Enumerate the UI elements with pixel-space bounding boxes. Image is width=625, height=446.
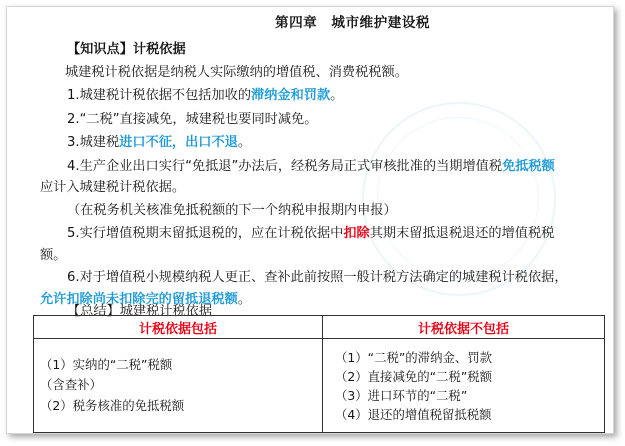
summary-label: 【总结】城建税计税依据 xyxy=(67,304,213,319)
point-3-highlight: 进口不征，出口不退 xyxy=(119,135,238,150)
header-included: 计税依据包括 xyxy=(34,316,323,339)
excluded-item: （4）退还的增值税留抵税额 xyxy=(335,406,492,422)
intro-text: 城建税计税依据是纳税人实际缴纳的增值税、消费税税额。 xyxy=(65,65,408,80)
point-1 xyxy=(67,87,343,105)
point-1-end: 。 xyxy=(330,88,344,103)
excluded-item: （3）进口环节的“二税” xyxy=(335,387,468,403)
table-header-row xyxy=(34,316,605,339)
document-page xyxy=(6,6,614,434)
point-4-note: （在税务机关核准免抵税额的下一个纳税申报期内申报） xyxy=(67,203,397,218)
watermark-circle-inner xyxy=(377,117,539,279)
point-6-highlight: 允许扣除尚未扣除完的留抵退税额 xyxy=(40,292,238,307)
point-3-text: 3.城建税 xyxy=(67,135,120,150)
header-excluded: 计税依据不包括 xyxy=(323,316,605,339)
point-5 xyxy=(67,225,554,243)
excluded-cell xyxy=(323,339,605,433)
excluded-item: （2）直接减免的“二税”税额 xyxy=(335,368,493,384)
point-6-end: 。 xyxy=(237,292,251,307)
point-1-highlight: 滞纳金和罚款 xyxy=(251,88,331,103)
point-4-line-2: 应计入城建税计税依据。 xyxy=(40,180,186,195)
point-5-text: 5.实行增值税期末留抵退税的，应在计税依据中 xyxy=(67,226,344,241)
included-item: （含查补） xyxy=(40,377,102,393)
point-3-end: 。 xyxy=(237,135,252,150)
point-1-text: 1.城建税计税依据不包括加收的 xyxy=(67,88,252,103)
summary-table xyxy=(33,315,605,433)
page-title: 第四章 城市维护建设税 xyxy=(275,15,431,31)
point-5-highlight: 扣除 xyxy=(343,226,370,241)
included-cell xyxy=(34,339,323,433)
point-2: 2.“二税”直接减免，城建税也要同时减免。 xyxy=(67,112,318,127)
excluded-item: （1）“二税”的滞纳金、罚款 xyxy=(335,349,493,365)
point-3 xyxy=(67,134,251,152)
included-item: （1）实纳的“二税”税额 xyxy=(40,356,173,372)
included-item: （2）税务核准的免抵税额 xyxy=(40,397,185,413)
section-heading: 【知识点】计税依据 xyxy=(67,42,186,57)
point-4-highlight: 免抵税额 xyxy=(502,159,555,174)
table-row xyxy=(34,339,605,433)
point-5-line-2: 额。 xyxy=(40,248,67,263)
point-4 xyxy=(67,158,555,176)
point-4-text: 4.生产企业出口实行“免抵退”办法后，经税务局正式审核批准的当期增值税 xyxy=(67,159,503,174)
point-5-rest: 其期末留抵退税退还的增值税税 xyxy=(369,226,555,241)
point-6: 6.对于增值税小规模纳税人更正、查补此前按照一般计税方法确定的城建税计税依据， xyxy=(67,270,568,285)
